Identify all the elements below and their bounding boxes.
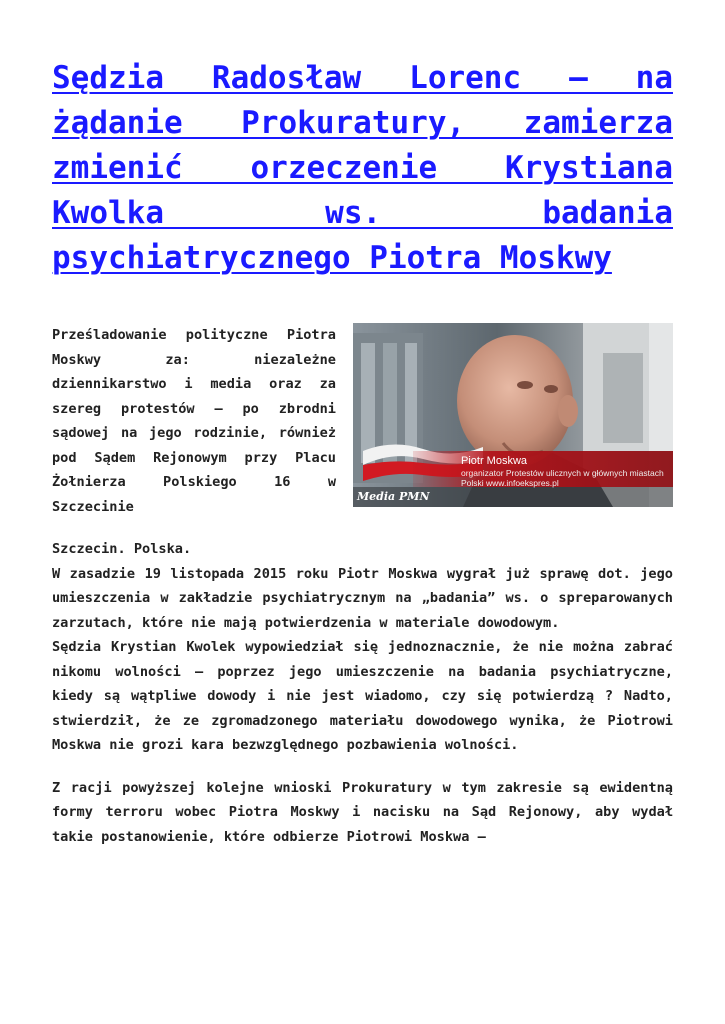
article-title [52, 56, 673, 281]
article-body [52, 537, 673, 849]
photo-caption-name: Piotr Moskwa [461, 455, 528, 467]
article-title-link[interactable]: Sędzia Radosław Lorenc – na żądanie Prokuratury, zamierza zmienić orzeczenie Krystiana Kwolka ws. badania psychiatrycznego Piotra Moskwy [52, 60, 673, 276]
article-paragraph: Szczecin. Polska. W zasadzie 19 listopada 2015 roku Piotr Moskwa wygrał już sprawę dot. jego umieszczenia w zakładzie psychiatrycznym na „badania” ws. o spreparowanych zarzutach, które nie mają potwierdzenia w materiale dowodowym. Sędzia Krystian Kwolek wypowiedział się jednoznacznie, że nie można zabrać nikomu wolności – poprzez jego umieszczenie na badania psychiatryczne, kiedy są wątpliwe dowody i nie jest wiadomo, czy się potwierdzą ? Nadto, stwierdził, że ze zgromadzonego materiału dowodowego wynika, że Piotrowi Moskwa nie grozi kara bezwzględnego pozbawienia wolności. [52, 541, 673, 753]
photo-caption-role: organizator Protestów ulicznych w głównych miastach Polski www.infoekspres.pl [461, 468, 664, 488]
article-photo [353, 323, 673, 507]
intro-text: Prześladowanie polityczne Piotra Moskwy za: niezależne dziennikarstwo i media oraz za szereg protestów – po zbrodni sądowej na jego rodzinie, również pod Sądem Rejonowym przy Placu Żołnierza Polskiego 16 w Szczecinie [52, 327, 336, 515]
article-intro [52, 323, 673, 519]
photo-watermark: Media PMN [357, 490, 430, 503]
article [52, 56, 673, 867]
article-paragraph: Z racji powyższej kolejne wnioski Prokuratury w tym zakresie są ewidentną formy terroru wobec Piotra Moskwy i nacisku na Sąd Rejonowy, aby wydał takie postanowienie, które odbierze Piotrowi Moskwa – [52, 779, 673, 845]
